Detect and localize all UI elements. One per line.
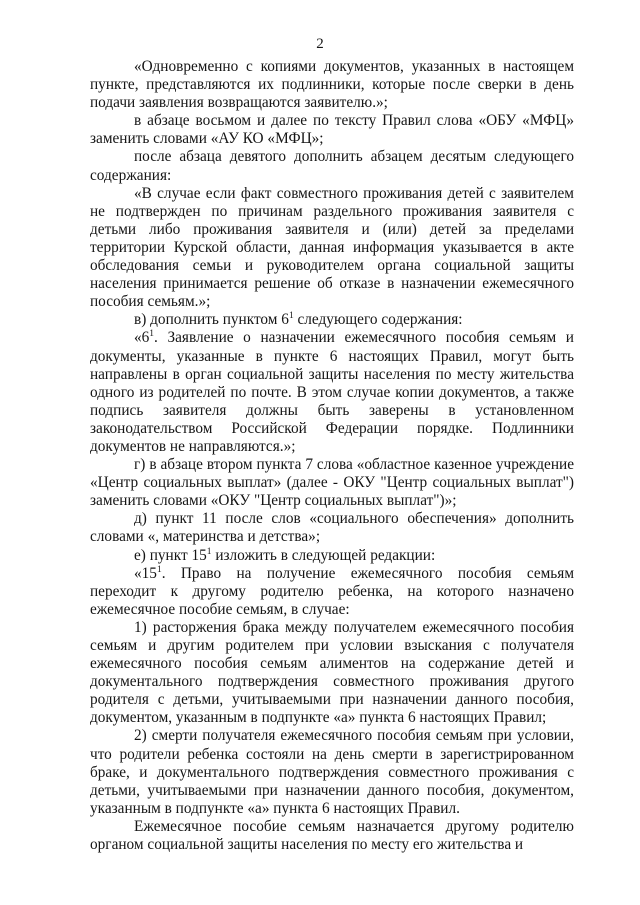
text-fragment: «15 [134, 564, 157, 582]
paragraph-allowance-assignment: Ежемесячное пособие семьям назначается другому родителю органом социальной защиты населения по месту его жительства и [90, 817, 574, 854]
paragraph-original-documents-returned: «Одновременно с копиями документов, указанных в настоящем пункте, представляются их подлинники, которые после сверки в день подачи заявления возвращаются заявителю.»; [90, 58, 574, 112]
superscript: 1 [206, 546, 212, 557]
paragraph-mfc-rename: в абзаце восьмом и далее по тексту Правил слова «ОБУ «МФЦ» заменить словами «АУ КО «МФЦ»; [90, 112, 574, 148]
paragraph-case-divorce: 1) расторжения брака между получателем ежемесячного пособия семьям и другим родителем при условии взыскания с получателя ежемесячного пособия семьям алиментов на содержание детей и документального подтверждения совместного проживания другого родителя с детьми, учитываемыми при назначении данного пособия, документом, указанным в подпункте «а» пункта 6 настоящих Правил; [90, 618, 574, 727]
paragraph-point-6-1-text [90, 329, 574, 456]
document-body [90, 58, 574, 854]
text-fragment: . Право на получение ежемесячного пособия семьям переходит к другому родителю ребенка, на которого назначено ежемесячное пособие семьям, в случае: [90, 564, 574, 618]
paragraph-point-15-1-text [90, 565, 574, 619]
superscript: 1 [156, 564, 162, 575]
text-fragment: . Заявление о назначении ежемесячного пособия семьям и документы, указанные в пункте 6 настоящих Правил, могут быть направлены в орган социальной защиты населения по месту жительства одного из родителей по почте. В этом случае копии документов, а также подпись заявителя должны быть заверены в установленном законодательством Российской Федерации порядке. Подлинники документов не направляются.»; [90, 329, 574, 455]
text-fragment: в) дополнить пунктом 6 [134, 311, 289, 329]
superscript: 1 [288, 311, 294, 322]
text-fragment: «6 [134, 329, 150, 347]
paragraph-cohabitation-not-confirmed: «В случае если факт совместного проживания детей с заявителем не подтвержден по причинам раздельного проживания заявителя с детьми либо проживания заявителя и (или) детей за пределами территории Курской области, данная информация указывается в акте обследования семьи и руководителем органа социальной защиты населения принимается решение об отказе в назначении ежемесячного пособия семьям.»; [90, 184, 574, 311]
text-fragment: е) пункт 15 [134, 546, 207, 564]
text-fragment: изложить в следующей редакции: [211, 546, 436, 564]
paragraph-point-15-1-new-edition [90, 547, 574, 565]
paragraph-add-tenth-clause: после абзаца девятого дополнить абзацем десятым следующего содержания: [90, 148, 574, 184]
text-fragment: следующего содержания: [293, 311, 463, 329]
paragraph-point-11-addition: д) пункт 11 после слов «социального обеспечения» дополнить словами «, материнства и детства»; [90, 510, 574, 546]
page-number: 2 [316, 36, 324, 52]
superscript: 1 [149, 329, 155, 340]
paragraph-add-point-6-1 [90, 311, 574, 329]
paragraph-case-death: 2) смерти получателя ежемесячного пособия семьям при условии, что родители ребенка состояли на день смерти в зарегистрированном браке, и документального подтверждения совместного проживания с детьми, учитываемыми при назначении данного пособия, документом, указанным в подпункте «а» пункта 6 настоящих Правил. [90, 727, 574, 817]
paragraph-point-7-rename: г) в абзаце втором пункта 7 слова «областное казенное учреждение «Центр социальных выплат» (далее - ОКУ "Центр социальных выплат") заменить словами «ОКУ "Центр социальных выплат")»; [90, 456, 574, 510]
